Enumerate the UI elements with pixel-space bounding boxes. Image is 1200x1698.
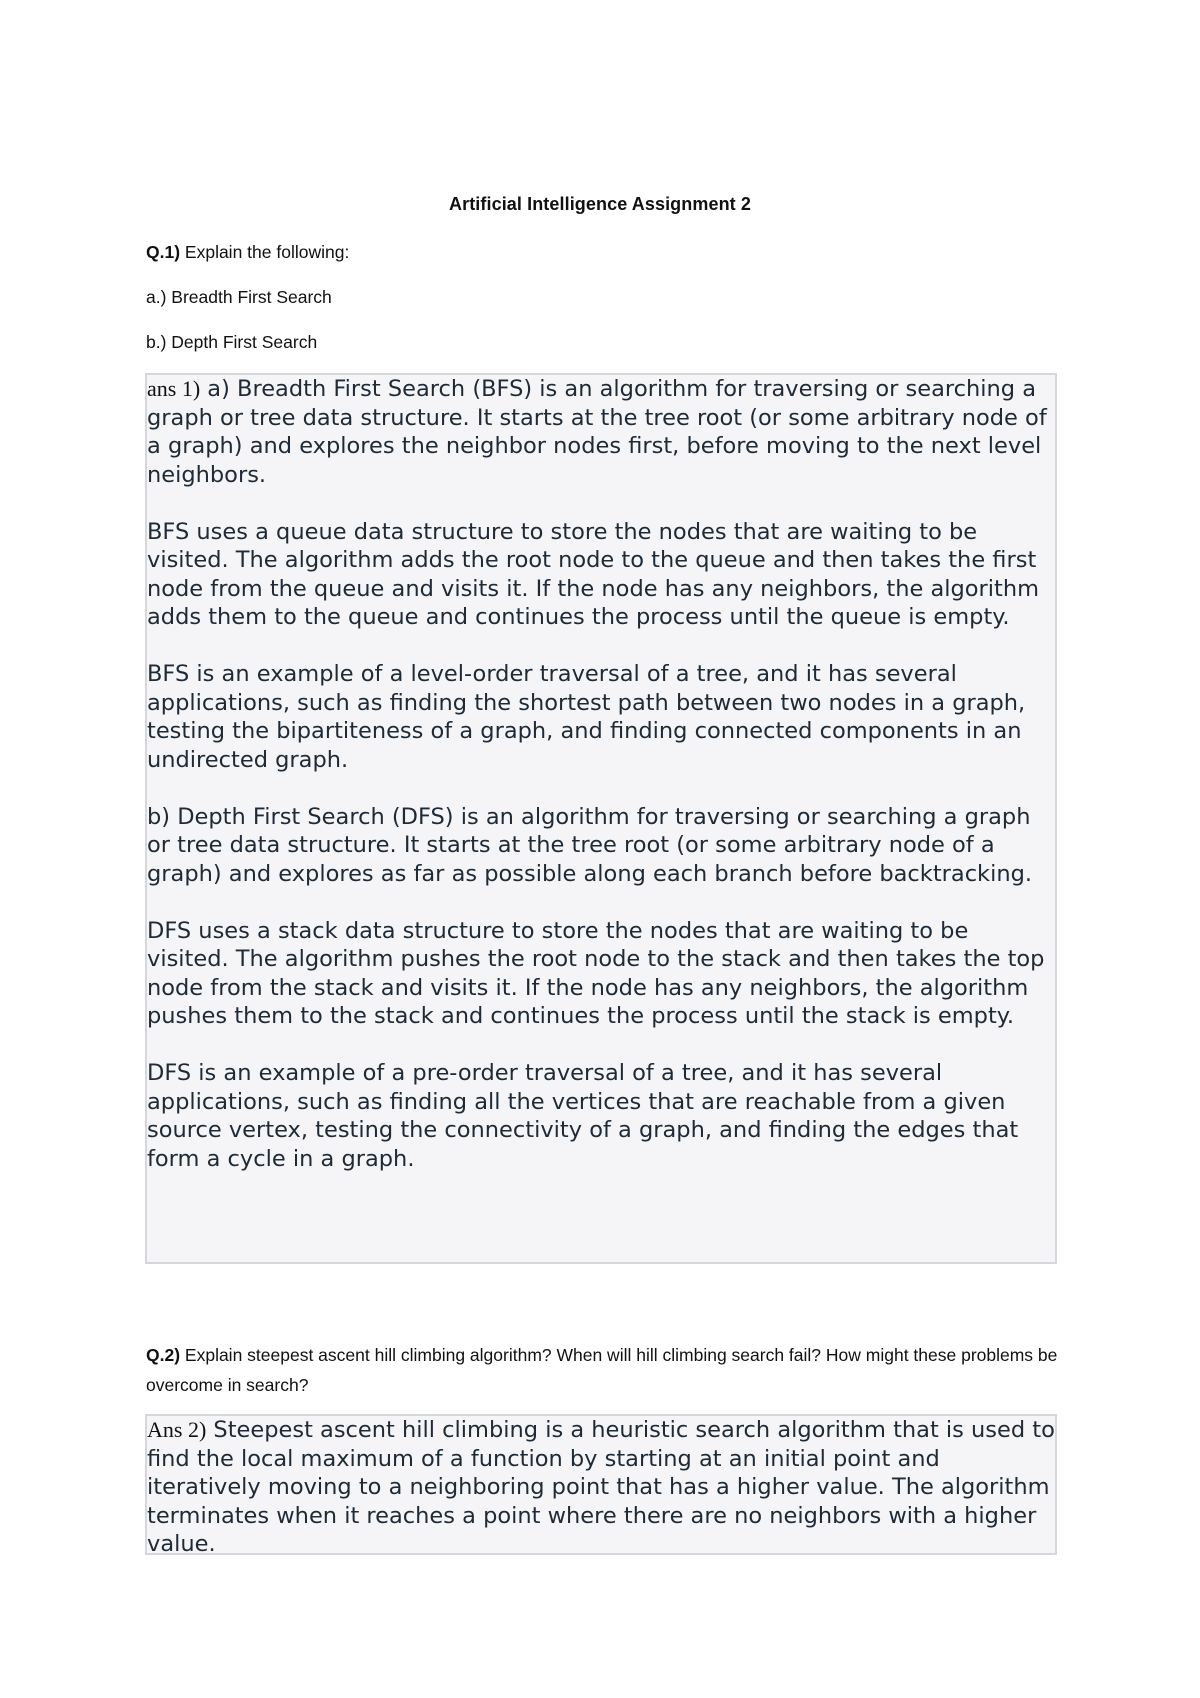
question-2-text: Explain steepest ascent hill climbing algorithm? When will hill climbing search fail? How might these problems be overcome in search?	[146, 1345, 1058, 1395]
document-title: Artificial Intelligence Assignment 2	[448, 194, 751, 214]
question-2-label: Q.2)	[146, 1345, 181, 1365]
answer-1-prefix: ans 1)	[147, 376, 201, 401]
question-1-label: Q.1)	[146, 242, 181, 262]
question-1-text: Explain the following:	[180, 242, 350, 262]
answer-2-paragraph-1-text: Steepest ascent hill climbing is a heuristic search algorithm that is used to find the local maximum of a function by starting at an initial point and iteratively moving to a neighboring point that has a higher value. The algorithm terminates when it reaches a point where there are no neighbors with a higher value.	[147, 1417, 1055, 1557]
answer-1-box[interactable]	[145, 373, 1057, 1264]
answer-2-box[interactable]	[145, 1414, 1057, 1555]
answer-2-prefix: Ans 2)	[147, 1417, 207, 1442]
answer-1-paragraph-1	[147, 375, 1055, 489]
answer-1-paragraph-5: DFS uses a stack data structure to store the nodes that are waiting to be visited. The algorithm pushes the root node to the stack and then takes the top node from the stack and visits it. If the node has any neighbors, the algorithm pushes them to the stack and continues the process until the stack is empty.	[147, 917, 1045, 1029]
answer-1-paragraph-1-text: a) Breadth First Search (BFS) is an algorithm for traversing or searching a graph or tree data structure. It starts at the tree root (or some arbitrary node of a graph) and explores the neighbor nodes first, before moving to the next level neighbors.	[147, 376, 1047, 488]
question-1-heading	[146, 240, 349, 264]
answer-1-paragraph-4: b) Depth First Search (DFS) is an algorithm for traversing or searching a graph or tree data structure. It starts at the tree root (or some arbitrary node of a graph) and explores as far as possible along each branch before backtracking.	[147, 803, 1033, 887]
answer-1-paragraph-3: BFS is an example of a level-order traversal of a tree, and it has several applications, such as finding the shortest path between two nodes in a graph, testing the bipartiteness of a graph, and finding connected components in an undirected graph.	[147, 661, 1026, 773]
answer-1-paragraph-6: DFS is an example of a pre-order traversal of a tree, and it has several applications, such as finding all the vertices that are reachable from a given source vertex, testing the connectivity of a graph, and finding the edges that form a cycle in a graph.	[147, 1060, 1019, 1172]
answer-1-paragraph-2: BFS uses a queue data structure to store the nodes that are waiting to be visited. The algorithm adds the root node to the queue and then takes the first node from the queue and visits it. If the node has any neighbors, the algorithm adds them to the queue and continues the process until the queue is empty.	[147, 518, 1040, 630]
question-2-heading	[146, 1340, 1066, 1400]
answer-2-paragraph-1	[147, 1416, 1055, 1559]
question-1-item-b: b.) Depth First Search	[146, 332, 318, 352]
question-1-item-a: a.) Breadth First Search	[146, 287, 332, 307]
